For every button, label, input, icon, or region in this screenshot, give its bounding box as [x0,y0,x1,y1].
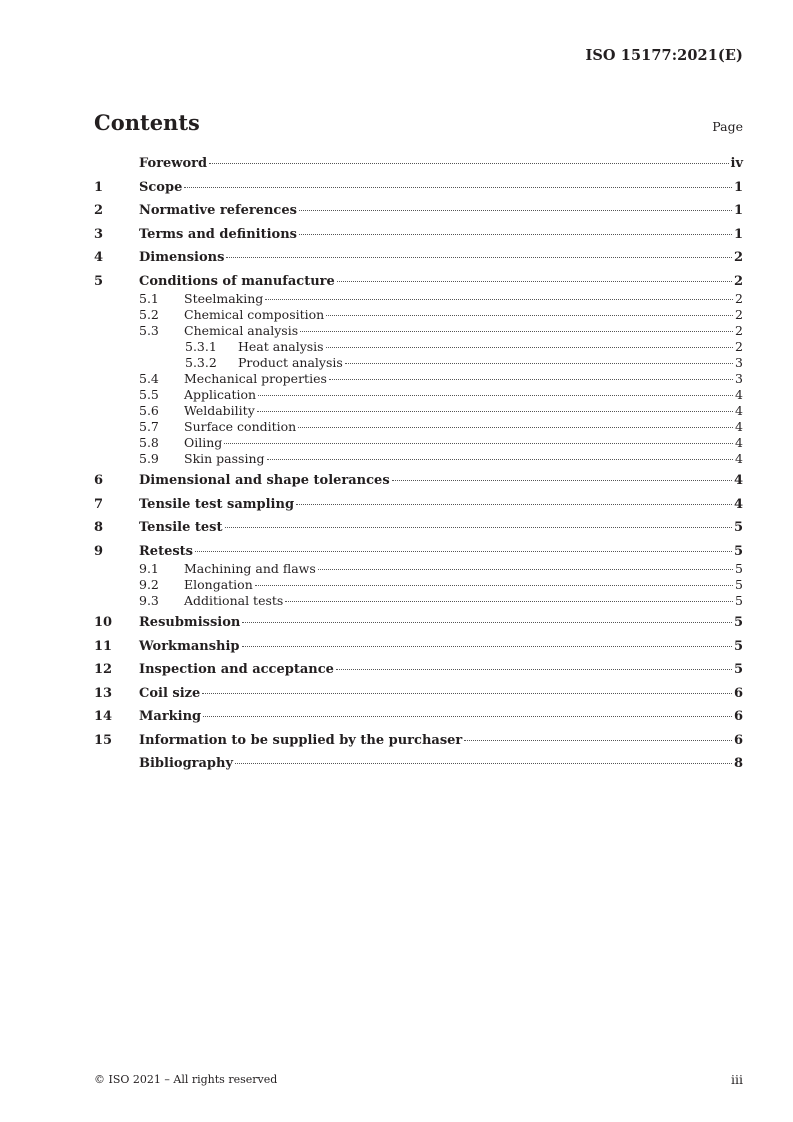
toc-entry-title[interactable]: Dimensional and shape tolerances [139,473,390,488]
toc-entry-page[interactable]: 5 [733,638,743,654]
toc-entry-title[interactable]: Chemical analysis [184,322,299,338]
toc-entry[interactable] [94,708,743,726]
toc-entry-title[interactable]: Normative references [139,203,297,218]
toc-entry[interactable] [94,291,743,307]
toc-entry-page[interactable]: 1 [733,203,743,218]
toc-entry-page[interactable]: 5 [733,543,743,559]
toc-dot-leader [242,622,732,623]
toc-entry-title[interactable]: Bibliography [139,756,234,771]
toc-entry-number: 14 [94,709,113,724]
toc-entry-page[interactable]: 2 [735,306,743,322]
toc-entry-title[interactable]: Dimensions [139,250,225,265]
toc-entry-number: 13 [94,685,113,701]
toc-dot-leader [326,315,733,316]
toc-entry[interactable] [94,355,743,371]
toc-entry-number: 12 [94,662,113,677]
toc-dot-leader [336,669,732,670]
toc-entry-page[interactable]: 1 [733,179,743,195]
toc-dot-leader [298,427,733,428]
toc-entry-page[interactable]: 4 [735,402,743,418]
toc-entry-number: 10 [94,615,113,630]
toc-entry-page[interactable]: 2 [733,250,743,265]
toc-entry-page[interactable]: 4 [733,473,743,488]
toc-entry[interactable] [94,638,743,656]
toc-dot-leader [226,257,732,258]
toc-dot-leader [255,585,733,586]
toc-entry[interactable] [94,202,743,220]
toc-entry[interactable] [94,339,743,355]
toc-entry-number: 5.7 [139,418,159,434]
toc-entry-number: 9.1 [139,560,159,576]
toc-entry[interactable] [94,273,743,291]
toc-dot-leader [267,459,734,460]
toc-entry-number: 2 [94,203,104,218]
toc-entry-title[interactable]: Marking [139,709,202,724]
toc-entry-number: 5.5 [139,386,159,402]
toc-entry-title[interactable]: Product analysis [238,354,343,370]
toc-entry-page[interactable]: 3 [735,354,743,370]
toc-entry-title[interactable]: Weldability [184,402,255,418]
toc-entry-title[interactable]: Chemical composition [184,306,325,322]
toc-entry-page[interactable]: 5 [733,520,743,535]
toc-entry-title[interactable]: Scope [139,179,183,195]
toc-entry-number: 5.1 [139,290,159,306]
toc-dot-leader [209,163,728,164]
toc-entry-page[interactable]: 5 [735,576,743,592]
toc-entry-title[interactable]: Skin passing [184,450,265,466]
toc-entry-page[interactable]: 5 [735,592,743,608]
toc-entry-number: 5.9 [139,450,159,466]
toc-dot-leader [184,187,732,188]
page-number: iii [731,1072,743,1087]
toc-entry[interactable] [94,755,743,773]
toc-entry-title[interactable]: Heat analysis [238,338,324,354]
toc-entry-number: 5 [94,273,104,289]
toc-entry-title[interactable]: Steelmaking [184,290,264,306]
toc-entry[interactable] [94,419,743,435]
toc-entry-title[interactable]: Retests [139,543,193,559]
toc-dot-leader [299,210,732,211]
toc-entry[interactable] [94,387,743,403]
toc-entry[interactable] [94,307,743,323]
toc-entry-page[interactable]: 2 [735,322,743,338]
toc-dot-leader [300,331,733,332]
toc-entry-page[interactable]: iv [730,156,743,171]
toc-entry-page[interactable]: 4 [735,418,743,434]
toc-entry[interactable] [94,543,743,561]
toc-entry-number: 9.2 [139,576,159,592]
toc-dot-leader [318,569,733,570]
toc-entry-title[interactable]: Tensile test sampling [139,496,295,512]
toc-entry-page[interactable]: 4 [733,496,743,512]
toc-entry[interactable] [94,472,743,490]
toc-entry-title[interactable]: Information to be supplied by the purchaser [139,732,463,748]
toc-entry[interactable] [94,577,743,593]
toc-dot-leader [285,601,733,602]
toc-entry-number: 5.3.2 [185,354,217,370]
toc-entry-number: 5.3.1 [185,338,217,354]
toc-entry-page[interactable]: 3 [735,370,743,386]
toc-entry-number: 3 [94,226,104,242]
toc-entry[interactable] [94,155,743,173]
toc-dot-leader [265,299,733,300]
toc-entry[interactable] [94,371,743,387]
toc-entry-page[interactable]: 4 [735,386,743,402]
toc-dot-leader [225,527,732,528]
toc-entry-title[interactable]: Workmanship [139,638,240,654]
toc-entry-page[interactable]: 2 [735,290,743,306]
toc-entry-title[interactable]: Conditions of manufacture [139,273,335,289]
toc-entry[interactable] [94,249,743,267]
toc-entry-title[interactable]: Inspection and acceptance [139,662,334,677]
toc-entry[interactable] [94,732,743,750]
toc-entry-number: 8 [94,520,104,535]
toc-entry-title[interactable]: Oiling [184,434,223,450]
toc-entry-number: 9 [94,543,104,559]
toc-entry-number: 1 [94,179,104,195]
toc-entry-title[interactable]: Application [184,386,257,402]
toc-dot-leader [392,480,732,481]
toc-entry[interactable] [94,519,743,537]
toc-dot-leader [242,646,732,647]
toc-entry-page[interactable]: 6 [733,732,743,748]
toc-dot-leader [345,363,733,364]
toc-entry-page[interactable]: 8 [733,756,743,771]
toc-entry[interactable] [94,435,743,451]
copyright-notice: © ISO 2021 – All rights reserved [94,1073,278,1086]
document-id: ISO 15177:2021(E) [585,47,743,64]
toc-entry-page[interactable]: 6 [733,709,743,724]
toc-entry-number: 5.8 [139,434,159,450]
toc-entry-page[interactable]: 5 [733,615,743,630]
table-of-contents [94,155,743,773]
toc-entry-page[interactable]: 6 [733,685,743,701]
toc-entry-number: 15 [94,732,113,748]
toc-entry-title[interactable]: Foreword [139,156,208,171]
toc-entry[interactable] [94,614,743,632]
toc-entry-title[interactable]: Additional tests [184,592,284,608]
toc-entry-title[interactable]: Elongation [184,576,253,592]
toc-dot-leader [203,716,732,717]
toc-dot-leader [299,234,732,235]
toc-entry-number: 5.3 [139,322,159,338]
toc-entry-title[interactable]: Resubmission [139,615,241,630]
toc-entry-page[interactable]: 4 [735,450,743,466]
toc-entry-page[interactable]: 2 [735,338,743,354]
toc-entry-title[interactable]: Mechanical properties [184,370,327,386]
toc-dot-leader [329,379,733,380]
toc-dot-leader [326,347,733,348]
toc-dot-leader [258,395,733,396]
toc-entry-title[interactable]: Tensile test [139,520,223,535]
toc-entry-title[interactable]: Machining and flaws [184,560,316,576]
toc-dot-leader [296,504,732,505]
toc-entry-page[interactable]: 4 [735,434,743,450]
toc-dot-leader [337,281,732,282]
toc-entry-number: 6 [94,473,104,488]
toc-dot-leader [202,693,732,694]
toc-entry-page[interactable]: 1 [733,226,743,242]
toc-entry-number: 5.2 [139,306,159,322]
toc-entry-title[interactable]: Terms and definitions [139,226,297,242]
toc-entry-number: 5.4 [139,370,159,386]
toc-entry[interactable] [94,403,743,419]
toc-entry[interactable] [94,226,743,244]
toc-entry-number: 9.3 [139,592,159,608]
toc-dot-leader [195,551,732,552]
toc-entry[interactable] [94,323,743,339]
toc-entry[interactable] [94,685,743,703]
toc-entry-title[interactable]: Surface condition [184,418,297,434]
toc-dot-leader [257,411,733,412]
page-title: Contents [94,110,200,135]
toc-entry[interactable] [94,451,743,467]
toc-entry-number: 11 [94,638,113,654]
toc-entry-number: 5.6 [139,402,159,418]
toc-entry-page[interactable]: 5 [733,662,743,677]
toc-entry-number: 7 [94,496,104,512]
toc-entry-number: 4 [94,250,104,265]
toc-entry-title[interactable]: Coil size [139,685,201,701]
toc-entry-page[interactable]: 2 [733,273,743,289]
toc-entry-page[interactable]: 5 [735,560,743,576]
toc-dot-leader [235,763,732,764]
toc-entry[interactable] [94,179,743,197]
toc-entry[interactable] [94,661,743,679]
toc-entry[interactable] [94,593,743,609]
toc-entry[interactable] [94,496,743,514]
toc-dot-leader [464,740,732,741]
toc-dot-leader [224,443,733,444]
page-column-label: Page [712,119,743,134]
toc-entry[interactable] [94,561,743,577]
